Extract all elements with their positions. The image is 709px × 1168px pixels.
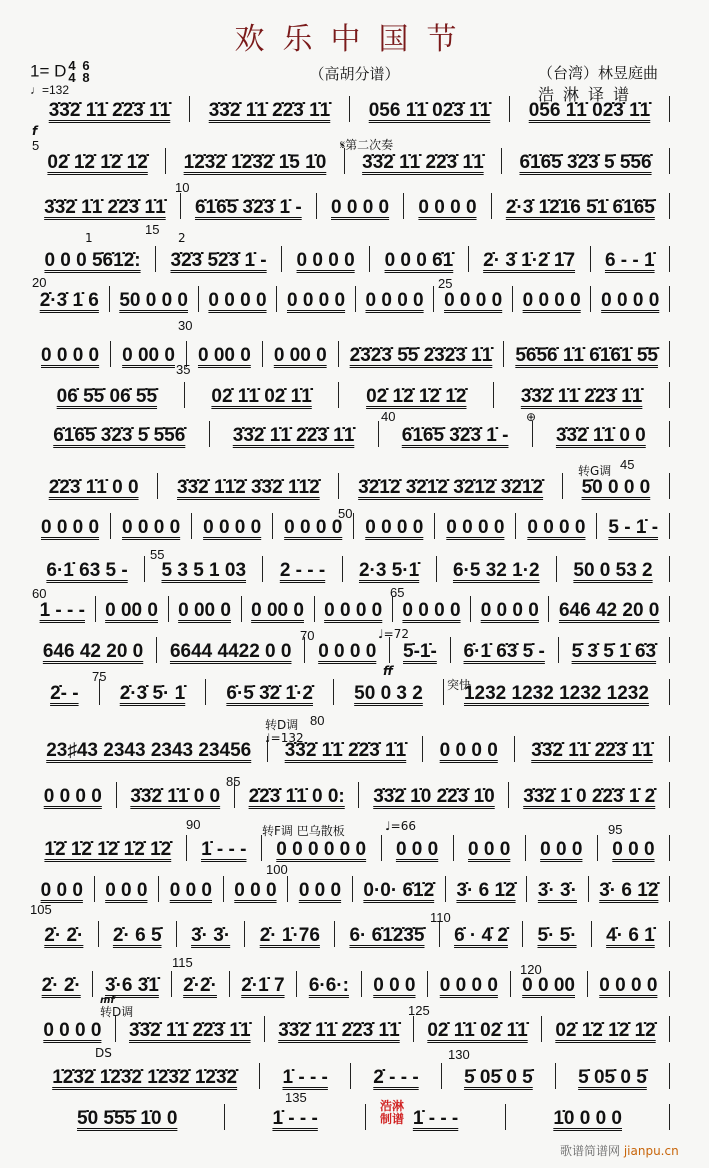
measure-number: 25 <box>438 276 453 291</box>
watermark-text: 歌谱简谱网 <box>560 1144 624 1158</box>
measure: 1̇ - - - <box>187 835 262 861</box>
measure: 0 00 0 <box>96 596 169 622</box>
tempo-72: ♩=72 <box>378 627 409 641</box>
measure: 3̇3̇2̇ 1̇1̇2̇ 3̇3̇2̇ 1̇1̇2̇ <box>158 473 339 499</box>
measure: 6·1̇ 63 5 - <box>30 556 145 582</box>
measure: 0 00 0 <box>169 596 242 622</box>
measure: 0 0 0 0 <box>273 513 354 539</box>
measure: 6644 4422 0 0 <box>157 637 305 663</box>
measure: 3̇3̇2̇ 1̇1̇ 2̇2̇3̇ 1̇1̇ <box>515 736 670 762</box>
measure: 6·6·: <box>297 971 361 997</box>
staff-line <box>30 250 670 272</box>
measure-number: 35 <box>176 362 191 377</box>
measure: 5̇-1̇- <box>390 637 451 663</box>
dynamic-ff: ff <box>383 664 393 678</box>
measure: 2̇· 6 5̇ <box>99 921 177 947</box>
measure: 1̇ - - - <box>260 1063 351 1089</box>
measure: 6̇1̇6̇5̇ 3̇2̇3̇ 1̇ - <box>181 193 317 219</box>
measure: 0 0 0 6̇1̇ <box>370 246 469 272</box>
measure: 0 0 0 <box>362 971 429 997</box>
measure: 3̇2̇3̇ 5̇2̇3̇ 1̇ - <box>156 246 282 272</box>
measure-number: 30 <box>178 318 193 333</box>
measure: 2̇· 2̇· <box>30 971 93 997</box>
measure: 5̇ 05̇ 0 5̇ <box>442 1063 556 1089</box>
dynamic-mf: mf <box>100 995 115 1006</box>
measure: 5̇ 3̇ 5̇ 1̇ 6̇3̇ <box>559 637 670 663</box>
tempo-66: ♩=66 <box>385 819 416 833</box>
measure: 3̇3̇2̇ 1̇1̇ 2̇2̇3̇ 1̇1̇ <box>116 1016 265 1042</box>
measure: 2̇2̇3̇ 1̇1̇ 0 0 <box>30 473 158 499</box>
measure: 02̇ 1̇1̇ 02̇ 1̇1̇ <box>185 382 340 408</box>
measure-number: 5 <box>32 138 40 153</box>
arranger: 浩淋译谱 <box>538 85 639 104</box>
measure: 02̇ 1̇2̇ 1̇2̇ 1̇2̇ <box>30 148 166 174</box>
key-change-d-2: 转D调 <box>100 1005 134 1019</box>
measure: 5 - 1̇ - <box>597 513 670 539</box>
measure: 6̇1̇6̇5̇ 3̇2̇3̇ 1̇ - <box>379 421 533 447</box>
measure: 3̇3̇2̇ 1̇1̇ 2̇2̇3̇ 1̇1̇ <box>265 1016 414 1042</box>
measure-number: 55 <box>150 547 165 562</box>
measure: 0 0 0 <box>454 835 526 861</box>
volta-2: 2 <box>178 231 186 245</box>
ds-marking: DS <box>95 1046 112 1060</box>
measure: 3̇· 6 1̇2̇ <box>589 876 670 902</box>
measure: 6̇·1̇ 6̇3̇ 5̇ - <box>451 637 559 663</box>
measure: 0 00 0 <box>111 341 187 367</box>
measure: 50 0 0 0 <box>110 286 199 312</box>
measure: 6 - - 1̇ <box>591 246 671 272</box>
measure: 4̇· 6 1̇ <box>592 921 670 947</box>
sudden-fast: 突快 <box>447 678 472 692</box>
measure: 3̇3̇2̇ 1̇0 2̇2̇3̇ 1̇0 <box>359 782 509 808</box>
watermark <box>560 1142 679 1159</box>
measure: 02̇ 1̇1̇ 02̇ 1̇1̇ <box>414 1016 542 1042</box>
measure: 3̇· 3̇· <box>527 876 588 902</box>
measure: 3̇3̇2̇ 1̇1̇ 2̇2̇3̇ 1̇1̇ <box>268 736 423 762</box>
measure: 0 0 0 0 <box>30 513 111 539</box>
measure: 0 0 0 <box>382 835 454 861</box>
measure: 0 0 0 0 <box>199 286 278 312</box>
measure: 2̇·3̇ 1̇2̇1̇6 5̇1̇ 6̇1̇6̇5̇ <box>492 193 670 219</box>
measure: 0 0 0 0 <box>434 286 513 312</box>
measure: 2̇2̇3̇ 1̇1̇ 0 0: <box>235 782 360 808</box>
key-change-f-bawu: 转F调 巴乌散板 <box>262 824 345 838</box>
measure-number: 60 <box>32 586 47 601</box>
measure: 23♯43 2343 2343 23456 <box>30 736 268 762</box>
measure: 0 0 0 0 <box>393 596 471 622</box>
measure: 0 0 0 0 <box>277 286 356 312</box>
tempo-132: ♩=132 <box>265 731 304 745</box>
tempo-marking: ♩=132 <box>30 83 70 97</box>
measure: 1̇2̇3̇2̇ 1̇2̇3̇2̇ 1̇5 1̇0 <box>166 148 344 174</box>
staff-line <box>30 975 670 997</box>
measure: 0 0 0 0 <box>111 513 192 539</box>
measure: 3̇·6 3̇1̇ <box>93 971 171 997</box>
measure: 1232 1232 1232 1232 <box>444 679 670 705</box>
measure: 02̇ 1̇2̇ 1̇2̇ 1̇2̇ <box>339 382 494 408</box>
measure: 646 42 20 0 <box>30 637 157 663</box>
measure: 3̇3̇2̇ 1̇1̇ 2̇2̇3̇ 1̇1̇ <box>210 421 379 447</box>
measure: 0 0 0 0 <box>423 736 515 762</box>
measure: 0 0 0 0 <box>30 782 117 808</box>
measure: 3̇· 3̇· <box>177 921 246 947</box>
measure: 2̇ - - - <box>351 1063 442 1089</box>
measure-number: 10 <box>175 180 190 195</box>
measure: 5̇0 5̇5̇5̇ 1̇0 0 <box>30 1104 225 1130</box>
measure: 0 0 0 0 <box>435 513 516 539</box>
arranger-stamp <box>380 1100 404 1126</box>
staff-line <box>30 600 670 622</box>
measure-number: 80 <box>310 713 325 728</box>
dynamic-f: f <box>32 124 38 138</box>
measure: 0 0 0 <box>95 876 160 902</box>
staff-line <box>30 925 670 947</box>
segno-second-time: 𝄋第二次奏 <box>340 138 394 152</box>
staff-line <box>30 425 670 447</box>
measure: 0 0 0 0 <box>516 513 597 539</box>
measure: 3̇· 6 1̇2̇ <box>446 876 527 902</box>
measure: 02̇ 1̇2̇ 1̇2̇ 1̇2̇ <box>542 1016 670 1042</box>
measure: 2̇· 2̇· <box>30 921 99 947</box>
measure-number: 20 <box>32 275 47 290</box>
measure: 06̇ 5̇5̇ 06̇ 5̇5̇ <box>30 382 185 408</box>
measure: 0 0 0 0 <box>591 286 670 312</box>
measure: 646 42 20 0 <box>549 596 670 622</box>
measure: 1̇0 0 0 0 <box>506 1104 670 1130</box>
measure-number: 75 <box>92 669 107 684</box>
staff-line <box>30 1108 670 1130</box>
measure-number: 95 <box>608 822 623 837</box>
measure: 0 0 0 0 <box>356 286 435 312</box>
measure: 6̇ · 4̇ 2̇ <box>440 921 523 947</box>
measure-number: 85 <box>226 774 241 789</box>
key-change-g: 转G调 <box>578 464 612 478</box>
coda-icon: ⊕ <box>526 410 537 424</box>
stamp-line-2: 制谱 <box>380 1112 405 1126</box>
measure: 1̇ - - - <box>366 1104 506 1130</box>
measure-number: 15 <box>145 222 160 237</box>
measure: 1̇ - - - <box>225 1104 365 1130</box>
staff-line <box>30 560 670 582</box>
staff-line <box>30 683 670 705</box>
measure: 5̇ 05̇ 0 5̇ <box>556 1063 670 1089</box>
staff-line <box>30 100 670 122</box>
measure: 2 - - - <box>263 556 342 582</box>
measure: 3̇3̇2̇ 1̇1̇ 2̇2̇3̇ 1̇1̇ <box>30 96 190 122</box>
staff-line <box>30 1067 670 1089</box>
measure: 1̇2̇ 1̇2̇ 1̇2̇ 1̇2̇ 1̇2̇ <box>30 835 187 861</box>
volta-1: 1 <box>85 231 93 245</box>
staff-line <box>30 345 670 367</box>
measure: 6̇·5̇ 3̇2̇ 1̇·2̇ <box>206 679 334 705</box>
measure: 0 0 0 0 <box>315 596 393 622</box>
key-label: 1= D <box>30 61 67 81</box>
staff-line <box>30 740 670 762</box>
measure: 5̇· 5̇· <box>523 921 592 947</box>
measure: 0 0 0 0 <box>428 971 510 997</box>
measure: 0 0 0 0 <box>588 971 670 997</box>
measure: 0 0 0 5̇6̇1̇2̇: <box>30 246 156 272</box>
measure: 0 0 0 <box>288 876 353 902</box>
measure-number: 105 <box>30 902 52 917</box>
measure: 2̇3̇2̇3̇ 5̇5̇ 2̇3̇2̇3̇ 1̇1̇ <box>339 341 505 367</box>
measure: 0 00 0 <box>187 341 263 367</box>
measure: 6̇1̇6̇5̇ 3̇2̇3̇ 5̇ 5̇5̇6̇ <box>30 421 210 447</box>
measure: 2̇· 1̇·76 <box>245 921 335 947</box>
staff-line <box>30 839 670 861</box>
measure: 056 1̇1̇ 02̇3̇ 1̇1̇ <box>510 96 670 122</box>
staff-line <box>30 880 670 902</box>
measure: 0 0 0 0 <box>317 193 404 219</box>
measure: 2̇·3̇ 5̇· 1̇ <box>100 679 207 705</box>
measure: 5̇6̇5̇6̇ 1̇1̇ 6̇1̇6̇1̇ 5̇5̇ <box>504 341 670 367</box>
measure-number: 65 <box>390 585 405 600</box>
measure: 3̇3̇2̇ 1̇1̇ 2̇2̇3̇ 1̇1̇ <box>190 96 350 122</box>
measure: 5 3 5 1 03 <box>145 556 263 582</box>
measure: 0 0 0 <box>598 835 670 861</box>
staff-line <box>30 477 670 499</box>
measure-number: 45 <box>620 457 635 472</box>
measure: 3̇3̇2̇ 1̇1̇ 0 0 <box>117 782 235 808</box>
measure: 0 0 0 0 <box>30 1016 116 1042</box>
measure-number: 125 <box>408 1003 430 1018</box>
measure: 0 00 0 <box>263 341 339 367</box>
measure: 0 0 0 <box>159 876 224 902</box>
measure: 056 1̇1̇ 02̇3̇ 1̇1̇ <box>350 96 510 122</box>
measure: 0 0 0 0 <box>30 341 111 367</box>
measure-number: 70 <box>300 628 315 643</box>
measure: 2̇- - <box>30 679 100 705</box>
measure-number: 100 <box>266 862 288 877</box>
measure: 3̇3̇2̇ 1̇1̇ 2̇2̇3̇ 1̇1̇ <box>345 148 502 174</box>
measure: 3̇2̇1̇2̇ 3̇2̇1̇2̇ 3̇2̇1̇2̇ 3̇2̇1̇2̇ <box>339 473 562 499</box>
measure: 3̇3̇2̇ 1̇1̇ 2̇2̇3̇ 1̇1̇ <box>30 193 181 219</box>
measure: 2̇·1̇ 7 <box>230 971 298 997</box>
staff-line <box>30 1020 670 1042</box>
measure: 0 0 00 <box>511 971 588 997</box>
measure: 6· 6̇1̇2̇3̇5̇ <box>335 921 440 947</box>
measure: 0 0 0 0 0 0 <box>262 835 382 861</box>
measure: 0 0 0 0 <box>305 637 390 663</box>
key-change-d: 转D调 <box>265 718 299 732</box>
measure: 50 0 53 2 <box>557 556 670 582</box>
composer: （台湾）林昱庭曲 <box>538 64 659 82</box>
measure-number: 110 <box>430 910 451 925</box>
measure: 1 - - - <box>30 596 96 622</box>
measure: 0·0· 6̇1̇2̇ <box>353 876 446 902</box>
measure: 0 0 0 0 <box>471 596 549 622</box>
measure: 0 0 0 0 <box>513 286 592 312</box>
measure: 3̇3̇2̇ 1̇1̇ 0 0 <box>533 421 670 447</box>
measure: 1̇2̇3̇2̇ 1̇2̇3̇2̇ 1̇2̇3̇2̇ 1̇2̇3̇2̇ <box>30 1063 260 1089</box>
measure: 2̇· 3̇ 1̇·2̇ 1̇7 <box>469 246 591 272</box>
measure: 0 0 0 <box>224 876 289 902</box>
song-title: 欢乐中国节 <box>234 22 475 57</box>
time-signature-6-8: 6 8 <box>82 58 90 85</box>
stamp-line-1: 浩淋 <box>380 1099 405 1113</box>
measure: 3̇3̇2̇ 1̇ 0 2̇2̇3̇ 1̇ 2̇ <box>509 782 670 808</box>
measure-number: 90 <box>186 817 201 832</box>
measure: 0 0 0 <box>30 876 95 902</box>
staff-line <box>30 386 670 408</box>
measure-number: 115 <box>172 955 193 970</box>
measure-number: 50 <box>338 506 353 521</box>
measure-number: 130 <box>448 1047 470 1062</box>
measure: 2·3 5·1̇ <box>343 556 437 582</box>
measure: 0 0 0 <box>526 835 598 861</box>
measure: 3̇3̇2̇ 1̇1̇ 2̇2̇3̇ 1̇1̇ <box>494 382 670 408</box>
measure: 0 0 0 0 <box>192 513 273 539</box>
staff-line <box>30 152 670 174</box>
measure: 2̇·3̇ 1̇ 6 <box>30 286 110 312</box>
measure-number: 120 <box>520 962 542 977</box>
measure: 0 0 0 0 <box>404 193 491 219</box>
subtitle: （高胡分谱） <box>309 65 400 83</box>
measure: 6̇1̇6̇5̇ 3̇2̇3̇ 5̇ 5̇5̇6̇ <box>502 148 670 174</box>
staff-line <box>30 290 670 312</box>
measure: 0 0 0 0 <box>282 246 370 272</box>
measure: 0 0 0 0 <box>354 513 435 539</box>
measure: 5̇0 0 0 0 <box>563 473 670 499</box>
staff-line <box>30 641 670 663</box>
measure-number: 40 <box>381 409 396 424</box>
watermark-link[interactable]: jianpu.cn <box>623 1144 679 1158</box>
measure: 2̇·2̇· <box>172 971 230 997</box>
time-signature-4-4: 4 4 <box>68 58 76 85</box>
staff-line <box>30 786 670 808</box>
staff-line <box>30 197 670 219</box>
measure: 50 0 3 2 <box>334 679 444 705</box>
measure: 6·5 32 1·2 <box>437 556 557 582</box>
measure: 0 00 0 <box>242 596 315 622</box>
measure-number: 135 <box>285 1090 307 1105</box>
